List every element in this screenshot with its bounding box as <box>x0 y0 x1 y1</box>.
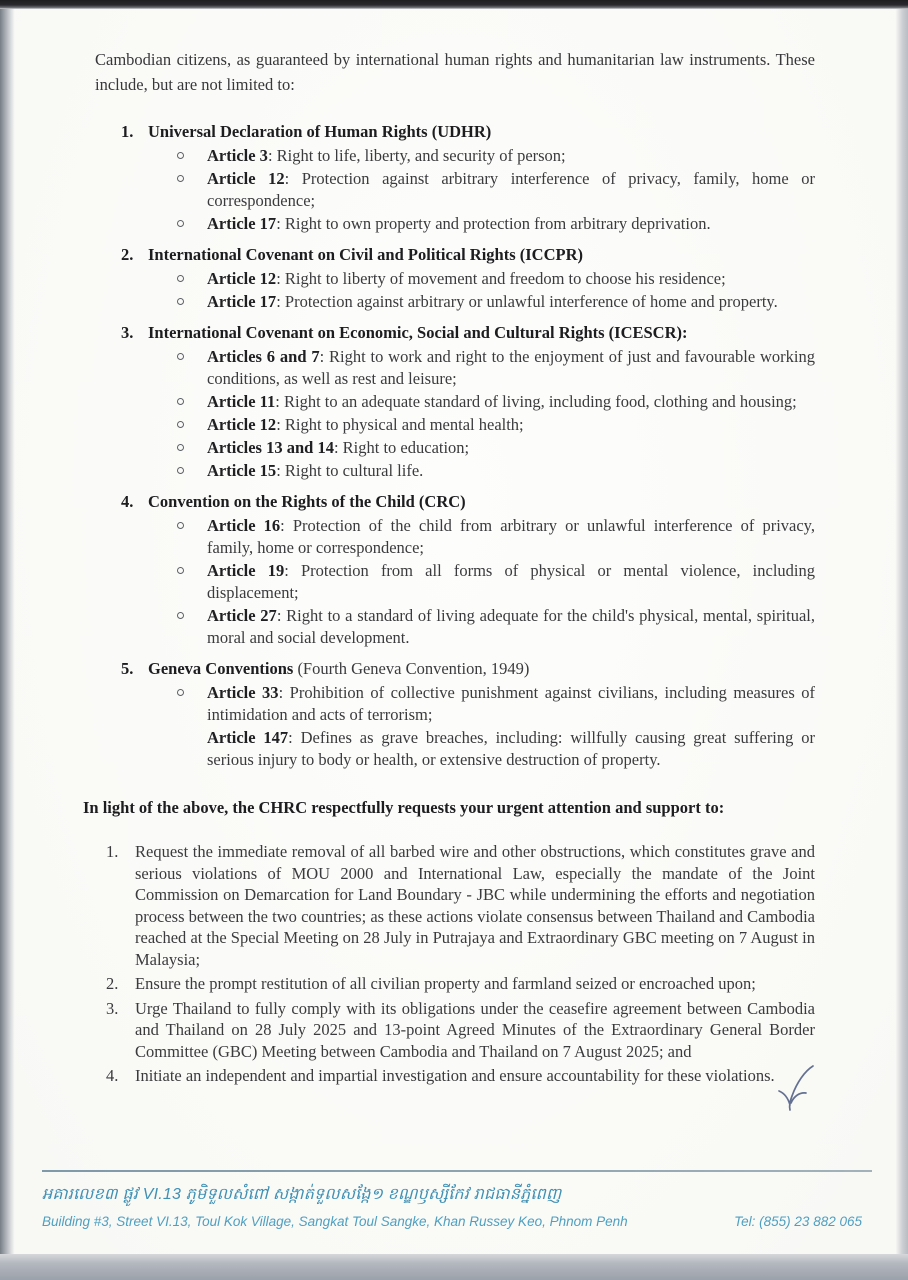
article-label: Article 3 <box>207 146 268 165</box>
circle-bullet-icon <box>177 353 184 360</box>
circle-bullet-icon <box>177 467 184 474</box>
instrument-heading <box>95 244 815 266</box>
intro-paragraph: Cambodian citizens, as guaranteed by international human rights and humanitarian law instruments. These include, but are not limited to: <box>95 50 815 94</box>
article-label: Article 11 <box>207 392 276 411</box>
article-label: Article 12 <box>207 415 277 434</box>
article-text: : Right to liberty of movement and freedom to choose his residence; <box>276 269 726 288</box>
articles-list <box>95 682 815 771</box>
circle-bullet-icon <box>177 220 184 227</box>
circle-bullet-icon <box>177 567 184 574</box>
circle-bullet-icon <box>177 612 184 619</box>
article-text: : Right to life, liberty, and security of person; <box>267 146 566 165</box>
instrument-number: 2. <box>121 245 134 264</box>
instrument-section <box>95 491 815 649</box>
photo-edge-left <box>0 0 15 1280</box>
article-label: Article 147 <box>207 728 289 747</box>
article-item <box>95 727 815 771</box>
article-item <box>95 168 815 212</box>
article-label: Article 12 <box>207 269 277 288</box>
article-label: Article 12 <box>207 169 285 188</box>
article-item <box>95 560 815 604</box>
circle-bullet-icon <box>177 421 184 428</box>
request-number: 1. <box>106 842 119 861</box>
photo-edge-bottom <box>0 1254 908 1280</box>
article-item <box>95 391 815 413</box>
request-number: 2. <box>106 974 119 993</box>
circle-bullet-icon <box>177 152 184 159</box>
instrument-title: International Covenant on Civil and Political Rights (ICCPR) <box>148 245 583 264</box>
handwritten-pen-mark <box>775 1058 821 1116</box>
article-item <box>95 682 815 726</box>
instrument-title: Convention on the Rights of the Child (CRC) <box>148 492 466 511</box>
article-item <box>95 515 815 559</box>
instrument-title: Universal Declaration of Human Rights (UDHR) <box>148 122 492 141</box>
article-label: Article 19 <box>207 561 285 580</box>
articles-list <box>95 515 815 649</box>
article-item <box>95 213 815 235</box>
circle-bullet-icon <box>177 298 184 305</box>
article-text: : Protection against arbitrary or unlawful interference of home and property. <box>276 292 778 311</box>
request-item <box>95 1065 815 1087</box>
instrument-heading <box>95 322 815 344</box>
article-text: : Protection from all forms of physical or mental violence, including displacement; <box>207 561 815 602</box>
circle-bullet-icon <box>177 275 184 282</box>
instrument-heading <box>95 491 815 513</box>
article-label: Article 17 <box>207 214 277 233</box>
instrument-title: International Covenant on Economic, Social and Cultural Rights (ICESCR): <box>148 323 688 342</box>
circle-bullet-icon <box>177 522 184 529</box>
request-number: 4. <box>106 1066 119 1085</box>
request-item <box>95 998 815 1063</box>
article-text: : Protection of the child from arbitrary or unlawful interference of privacy, family, home or correspondence; <box>207 516 815 557</box>
instrument-number: 3. <box>121 323 134 342</box>
article-text: : Defines as grave breaches, including: willfully causing great suffering or serious injury to body or health, or extensive destruction of property. <box>207 728 815 769</box>
article-text: : Right to work and right to the enjoyment of just and favourable working conditions, as well as rest and leisure; <box>207 347 815 388</box>
instrument-heading <box>95 121 815 143</box>
article-label: Articles 13 and 14 <box>207 438 334 457</box>
article-text: : Right to a standard of living adequate for the child's physical, mental, spiritual, moral and social development. <box>207 606 815 647</box>
letterhead-footer <box>42 1170 880 1229</box>
instrument-section <box>95 121 815 235</box>
instrument-number: 1. <box>121 122 134 141</box>
request-item <box>95 973 815 995</box>
instrument-heading <box>95 658 815 680</box>
instrument-number: 4. <box>121 492 134 511</box>
article-text: : Protection against arbitrary interference of privacy, family, home or correspondence; <box>207 169 815 210</box>
article-item <box>95 145 815 167</box>
article-label: Article 17 <box>207 292 277 311</box>
article-item <box>95 291 815 313</box>
instruments-list <box>95 121 815 771</box>
article-text: : Right to an adequate standard of living, including food, clothing and housing; <box>275 392 797 411</box>
request-heading: In light of the above, the CHRC respectfully requests your urgent attention and support to: <box>83 798 725 817</box>
circle-bullet-icon <box>177 398 184 405</box>
instrument-section <box>95 244 815 313</box>
request-item <box>95 841 815 970</box>
article-item <box>95 605 815 649</box>
footer-divider <box>42 1170 872 1172</box>
instrument-title-suffix: (Fourth Geneva Convention, 1949) <box>293 659 530 678</box>
article-label: Article 27 <box>207 606 277 625</box>
article-text: : Right to own property and protection from arbitrary deprivation. <box>276 214 711 233</box>
instrument-section <box>95 658 815 771</box>
circle-bullet-icon <box>177 444 184 451</box>
circle-bullet-icon <box>177 175 184 182</box>
requests-list <box>95 841 815 1087</box>
article-text: : Prohibition of collective punishment against civilians, including measures of intimidation and acts of terrorism; <box>207 683 815 724</box>
article-label: Article 15 <box>207 461 277 480</box>
article-text: : Right to education; <box>333 438 470 457</box>
article-label: Article 16 <box>207 516 281 535</box>
article-label: Article 33 <box>207 683 279 702</box>
article-item <box>95 268 815 290</box>
request-text: Urge Thailand to fully comply with its obligations under the ceasefire agreement between Cambodia and Thailand on 28 July 2025 and 13-point Agreed Minutes of the Extraordinary General Border Committee (GBC) Meeting between Cambodia and Thailand on 7 August 2025; and <box>135 998 815 1061</box>
photo-edge-right <box>895 0 908 1280</box>
instrument-section <box>95 322 815 482</box>
articles-list <box>95 346 815 482</box>
request-text: Request the immediate removal of all barbed wire and other obstructions, which constitutes grave and serious violations of MOU 2000 and International Law, especially the mandate of the Joint Commission on Demarcation for Land Boundary - JBC while undermining the efforts and negotiation process between the two countries; as these actions violate consensus between Thailand and Cambodia reached at the Special Meeting on 28 July in Putrajaya and Extraordinary GBC meeting on 7 August in Malaysia; <box>135 842 815 969</box>
photo-edge-top <box>0 0 908 9</box>
articles-list <box>95 145 815 235</box>
request-number: 3. <box>106 998 119 1018</box>
instrument-title: Geneva Conventions <box>148 659 294 678</box>
footer-address-khmer: អគារលេខ៣ ផ្លូវ VI.13 ភូមិទួលសំពៅ សង្កាត់ទួលសង្កែ១ ខណ្ឌឫស្សីកែវ រាជធានីភ្នំពេញ <box>42 1186 562 1203</box>
letter-body <box>15 9 895 1254</box>
article-item <box>95 346 815 390</box>
article-label: Articles 6 and 7 <box>207 347 320 366</box>
article-text: : Right to cultural life. <box>276 461 424 480</box>
article-item <box>95 460 815 482</box>
request-text: Ensure the prompt restitution of all civilian property and farmland seized or encroached upon; <box>135 974 756 993</box>
footer-address-english: Building #3, Street VI.13, Toul Kok Village, Sangkat Toul Sangke, Khan Russey Keo, Phnom Penh <box>42 1214 628 1229</box>
article-item <box>95 414 815 436</box>
articles-list <box>95 268 815 313</box>
instrument-number: 5. <box>121 659 134 678</box>
circle-bullet-icon <box>177 689 184 696</box>
article-text: : Right to physical and mental health; <box>276 415 524 434</box>
article-item <box>95 437 815 459</box>
request-text: Initiate an independent and impartial investigation and ensure accountability for these violations. <box>135 1066 775 1085</box>
footer-telephone: Tel: (855) 23 882 065 <box>734 1214 862 1229</box>
